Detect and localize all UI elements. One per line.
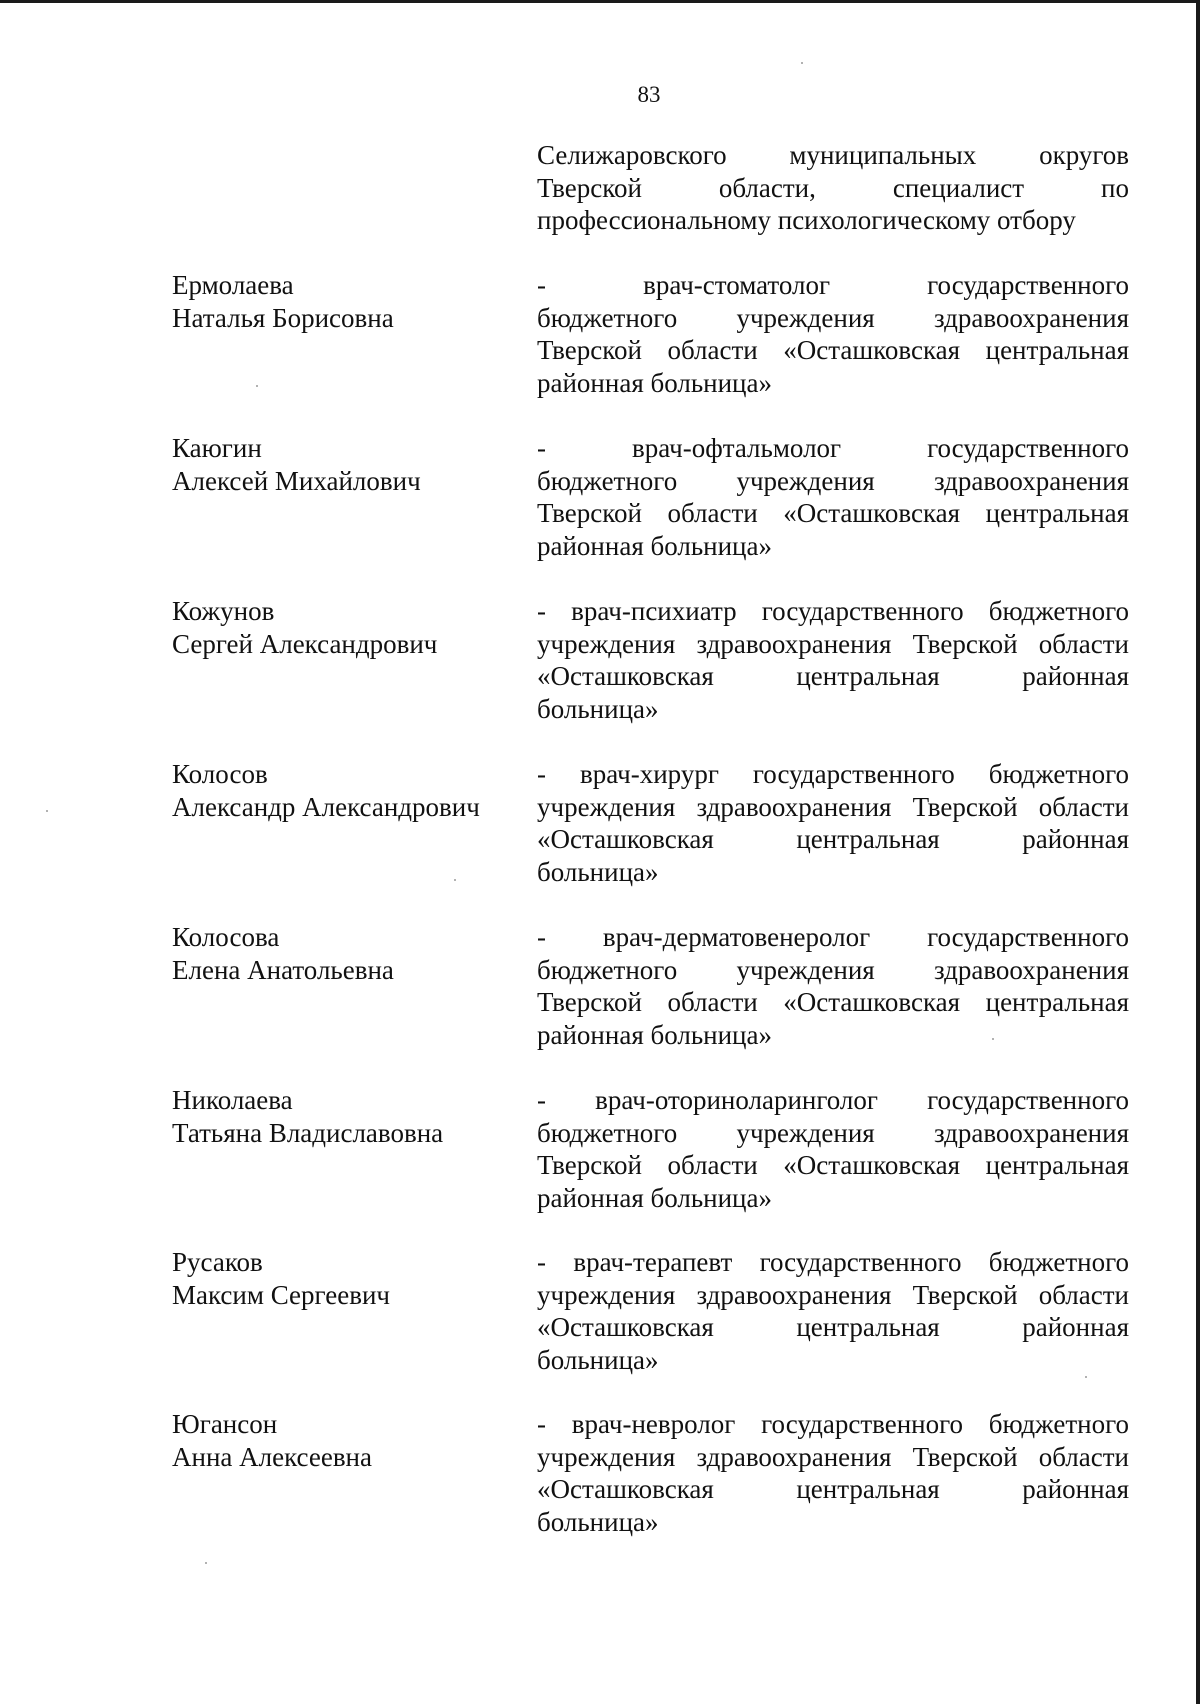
position-line: больница» bbox=[537, 1344, 659, 1375]
page-top-edge bbox=[0, 0, 1200, 3]
member-name bbox=[172, 432, 522, 497]
scan-speck bbox=[454, 879, 456, 881]
position-line: - врач-оториноларинголог государственного bbox=[537, 1085, 1129, 1115]
member-position bbox=[537, 269, 1129, 399]
position-line: учреждения здравоохранения Тверской области bbox=[537, 791, 1129, 822]
position-line: - врач-стоматолог государственного bbox=[537, 270, 1129, 300]
scan-speck bbox=[256, 385, 258, 387]
scan-speck bbox=[46, 810, 48, 812]
page-number: 83 bbox=[637, 82, 661, 107]
member-given-names: Елена Анатольевна bbox=[172, 954, 394, 985]
member-name bbox=[172, 758, 522, 823]
position-line: бюджетного учреждения здравоохранения bbox=[537, 302, 1129, 333]
position-line: больница» bbox=[537, 856, 659, 887]
member-name bbox=[172, 1246, 522, 1311]
member-position bbox=[537, 432, 1129, 562]
scan-speck bbox=[992, 1038, 994, 1040]
position-line: больница» bbox=[537, 1506, 659, 1537]
scan-speck bbox=[205, 1562, 207, 1564]
member-position bbox=[537, 1408, 1129, 1538]
member-name bbox=[172, 1084, 522, 1149]
position-line: районная больница» bbox=[537, 1182, 772, 1213]
position-line: учреждения здравоохранения Тверской области bbox=[537, 1279, 1129, 1310]
member-given-names: Алексей Михайлович bbox=[172, 465, 421, 496]
member-name bbox=[172, 269, 522, 334]
position-line: бюджетного учреждения здравоохранения bbox=[537, 465, 1129, 496]
member-surname: Колосов bbox=[172, 759, 268, 789]
position-line: бюджетного учреждения здравоохранения bbox=[537, 1117, 1129, 1148]
position-line: Тверской области «Осташковская центральная bbox=[537, 335, 1129, 366]
member-surname: Николаева bbox=[172, 1085, 293, 1115]
member-surname: Русаков bbox=[172, 1247, 263, 1277]
member-given-names: Татьяна Владиславовна bbox=[172, 1117, 444, 1148]
position-line: районная больница» bbox=[537, 530, 772, 561]
member-surname: Колосова bbox=[172, 922, 280, 952]
position-line: «Осташковская центральная районная bbox=[537, 661, 1129, 692]
member-given-names: Сергей Александрович bbox=[172, 628, 438, 659]
scan-speck bbox=[1085, 1376, 1087, 1378]
member-position bbox=[537, 921, 1129, 1051]
member-surname: Югансон bbox=[172, 1409, 278, 1439]
intro-line: Селижаровского муниципальных округов bbox=[537, 140, 1129, 170]
position-line: учреждения здравоохранения Тверской области bbox=[537, 1441, 1129, 1472]
member-given-names: Наталья Борисовна bbox=[172, 302, 394, 333]
position-line: «Осташковская центральная районная bbox=[537, 824, 1129, 855]
position-line: Тверской области «Осташковская центральная bbox=[537, 498, 1129, 529]
member-name bbox=[172, 595, 522, 660]
scan-speck bbox=[801, 62, 803, 64]
member-surname: Ермолаева bbox=[172, 270, 294, 300]
position-line: учреждения здравоохранения Тверской области bbox=[537, 628, 1129, 659]
member-surname: Кожунов bbox=[172, 596, 275, 626]
position-line: больница» bbox=[537, 693, 659, 724]
member-position bbox=[537, 1246, 1129, 1376]
member-name bbox=[172, 921, 522, 986]
member-given-names: Александр Александрович bbox=[172, 791, 480, 822]
position-line: «Осташковская центральная районная bbox=[537, 1474, 1129, 1505]
intro-text bbox=[537, 139, 1129, 237]
position-line: - врач-терапевт государственного бюджетного bbox=[537, 1247, 1129, 1277]
member-name bbox=[172, 1408, 522, 1473]
position-line: Тверской области «Осташковская центральная bbox=[537, 1150, 1129, 1181]
member-position bbox=[537, 1084, 1129, 1214]
member-position bbox=[537, 595, 1129, 725]
position-line: «Осташковская центральная районная bbox=[537, 1312, 1129, 1343]
member-given-names: Максим Сергеевич bbox=[172, 1279, 390, 1310]
position-line: - врач-хирург государственного бюджетного bbox=[537, 759, 1129, 789]
position-line: - врач-дерматовенеролог государственного bbox=[537, 922, 1129, 952]
position-line: - врач-невролог государственного бюджетного bbox=[537, 1409, 1129, 1439]
member-surname: Каюгин bbox=[172, 433, 262, 463]
member-position bbox=[537, 758, 1129, 888]
position-line: районная больница» bbox=[537, 367, 772, 398]
member-given-names: Анна Алексеевна bbox=[172, 1441, 372, 1472]
position-line: - врач-офтальмолог государственного bbox=[537, 433, 1129, 463]
position-line: - врач-психиатр государственного бюджетного bbox=[537, 596, 1129, 626]
position-line: Тверской области «Осташковская центральная bbox=[537, 987, 1129, 1018]
position-line: районная больница» bbox=[537, 1019, 772, 1050]
intro-line: профессиональному психологическому отбору bbox=[537, 205, 1076, 236]
position-line: бюджетного учреждения здравоохранения bbox=[537, 954, 1129, 985]
intro-line: Тверской области, специалист по bbox=[537, 172, 1129, 203]
page-right-edge bbox=[1196, 0, 1200, 1704]
